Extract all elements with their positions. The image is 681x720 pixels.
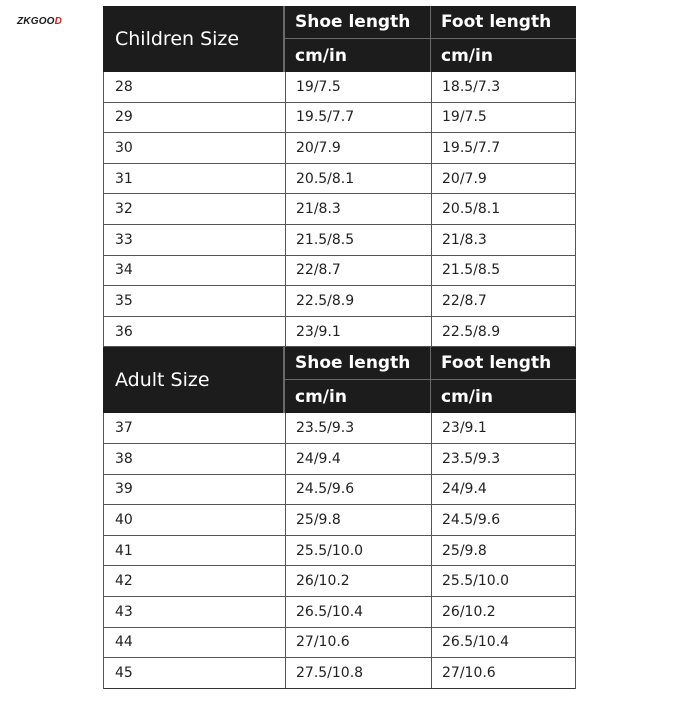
foot-length-cell: 20/7.9 [431,164,577,194]
table-row [104,566,575,597]
size-cell: 42 [115,573,133,590]
table-row [104,444,575,475]
adult-shoe-length-header: Shoe length [284,347,430,380]
table-row [104,194,575,225]
shoe-length-cell: 24/9.4 [285,444,431,474]
foot-length-cell: 20.5/8.1 [431,194,577,224]
size-cell: 36 [115,323,133,340]
foot-length-cell: 25/9.8 [431,536,577,566]
adult-shoe-unit-header: cm/in [284,380,430,413]
shoe-length-cell: 20.5/8.1 [285,164,431,194]
size-cell: 35 [115,292,133,309]
size-cell: 44 [115,634,133,651]
table-row [104,164,575,195]
shoe-length-cell: 25/9.8 [285,505,431,535]
size-cell: 31 [115,170,133,187]
table-row [104,536,575,567]
table-row [104,505,575,536]
logo-text: ZKGOO [17,16,55,27]
shoe-length-cell: 23/9.1 [285,317,431,347]
foot-length-cell: 18.5/7.3 [431,72,577,102]
shoe-length-cell: 19.5/7.7 [285,103,431,133]
size-cell: 39 [115,481,133,498]
table-row [104,317,575,348]
foot-length-cell: 24.5/9.6 [431,505,577,535]
shoe-length-cell: 24.5/9.6 [285,475,431,505]
size-cell: 29 [115,109,133,126]
table-row [104,628,575,659]
children-table-header [103,6,576,72]
foot-length-cell: 22/8.7 [431,286,577,316]
size-chart [103,6,576,689]
shoe-length-cell: 27.5/10.8 [285,658,431,688]
table-row [104,597,575,628]
table-row [104,133,575,164]
table-row [104,72,575,103]
size-cell: 40 [115,511,133,528]
foot-length-cell: 23/9.1 [431,413,577,443]
children-shoe-length-header: Shoe length [284,6,430,39]
table-row [104,413,575,444]
size-cell: 30 [115,139,133,156]
table-row [104,475,575,506]
foot-length-cell: 25.5/10.0 [431,566,577,596]
table-row [104,225,575,256]
shoe-length-cell: 26/10.2 [285,566,431,596]
children-table-body [103,72,576,347]
children-foot-length-header: Foot length [430,6,576,39]
size-cell: 32 [115,201,133,218]
adult-size-title: Adult Size [103,347,284,413]
foot-length-cell: 19/7.5 [431,103,577,133]
adult-table-body [103,413,576,688]
size-cell: 28 [115,78,133,95]
children-size-section [103,6,576,347]
foot-length-cell: 21.5/8.5 [431,256,577,286]
shoe-length-cell: 21.5/8.5 [285,225,431,255]
size-cell: 33 [115,231,133,248]
logo-accent-letter: D [54,16,63,27]
size-cell: 38 [115,450,133,467]
adult-foot-unit-header: cm/in [430,380,576,413]
foot-length-cell: 19.5/7.7 [431,133,577,163]
shoe-length-cell: 27/10.6 [285,628,431,658]
size-cell: 41 [115,542,133,559]
table-row [104,658,575,689]
shoe-length-cell: 21/8.3 [285,194,431,224]
shoe-length-cell: 22.5/8.9 [285,286,431,316]
children-shoe-unit-header: cm/in [284,39,430,72]
size-cell: 43 [115,603,133,620]
foot-length-cell: 26/10.2 [431,597,577,627]
adult-foot-length-header: Foot length [430,347,576,380]
brand-logo [17,17,62,27]
shoe-length-cell: 26.5/10.4 [285,597,431,627]
foot-length-cell: 27/10.6 [431,658,577,688]
table-row [104,256,575,287]
table-row [104,103,575,134]
foot-length-cell: 22.5/8.9 [431,317,577,347]
children-size-title: Children Size [103,6,284,72]
adult-size-section [103,347,576,688]
shoe-length-cell: 22/8.7 [285,256,431,286]
children-foot-unit-header: cm/in [430,39,576,72]
foot-length-cell: 23.5/9.3 [431,444,577,474]
foot-length-cell: 26.5/10.4 [431,628,577,658]
size-cell: 45 [115,664,133,681]
foot-length-cell: 24/9.4 [431,475,577,505]
shoe-length-cell: 25.5/10.0 [285,536,431,566]
shoe-length-cell: 20/7.9 [285,133,431,163]
table-row [104,286,575,317]
shoe-length-cell: 19/7.5 [285,72,431,102]
adult-table-header [103,347,576,413]
size-cell: 37 [115,420,133,437]
foot-length-cell: 21/8.3 [431,225,577,255]
shoe-length-cell: 23.5/9.3 [285,413,431,443]
size-cell: 34 [115,262,133,279]
